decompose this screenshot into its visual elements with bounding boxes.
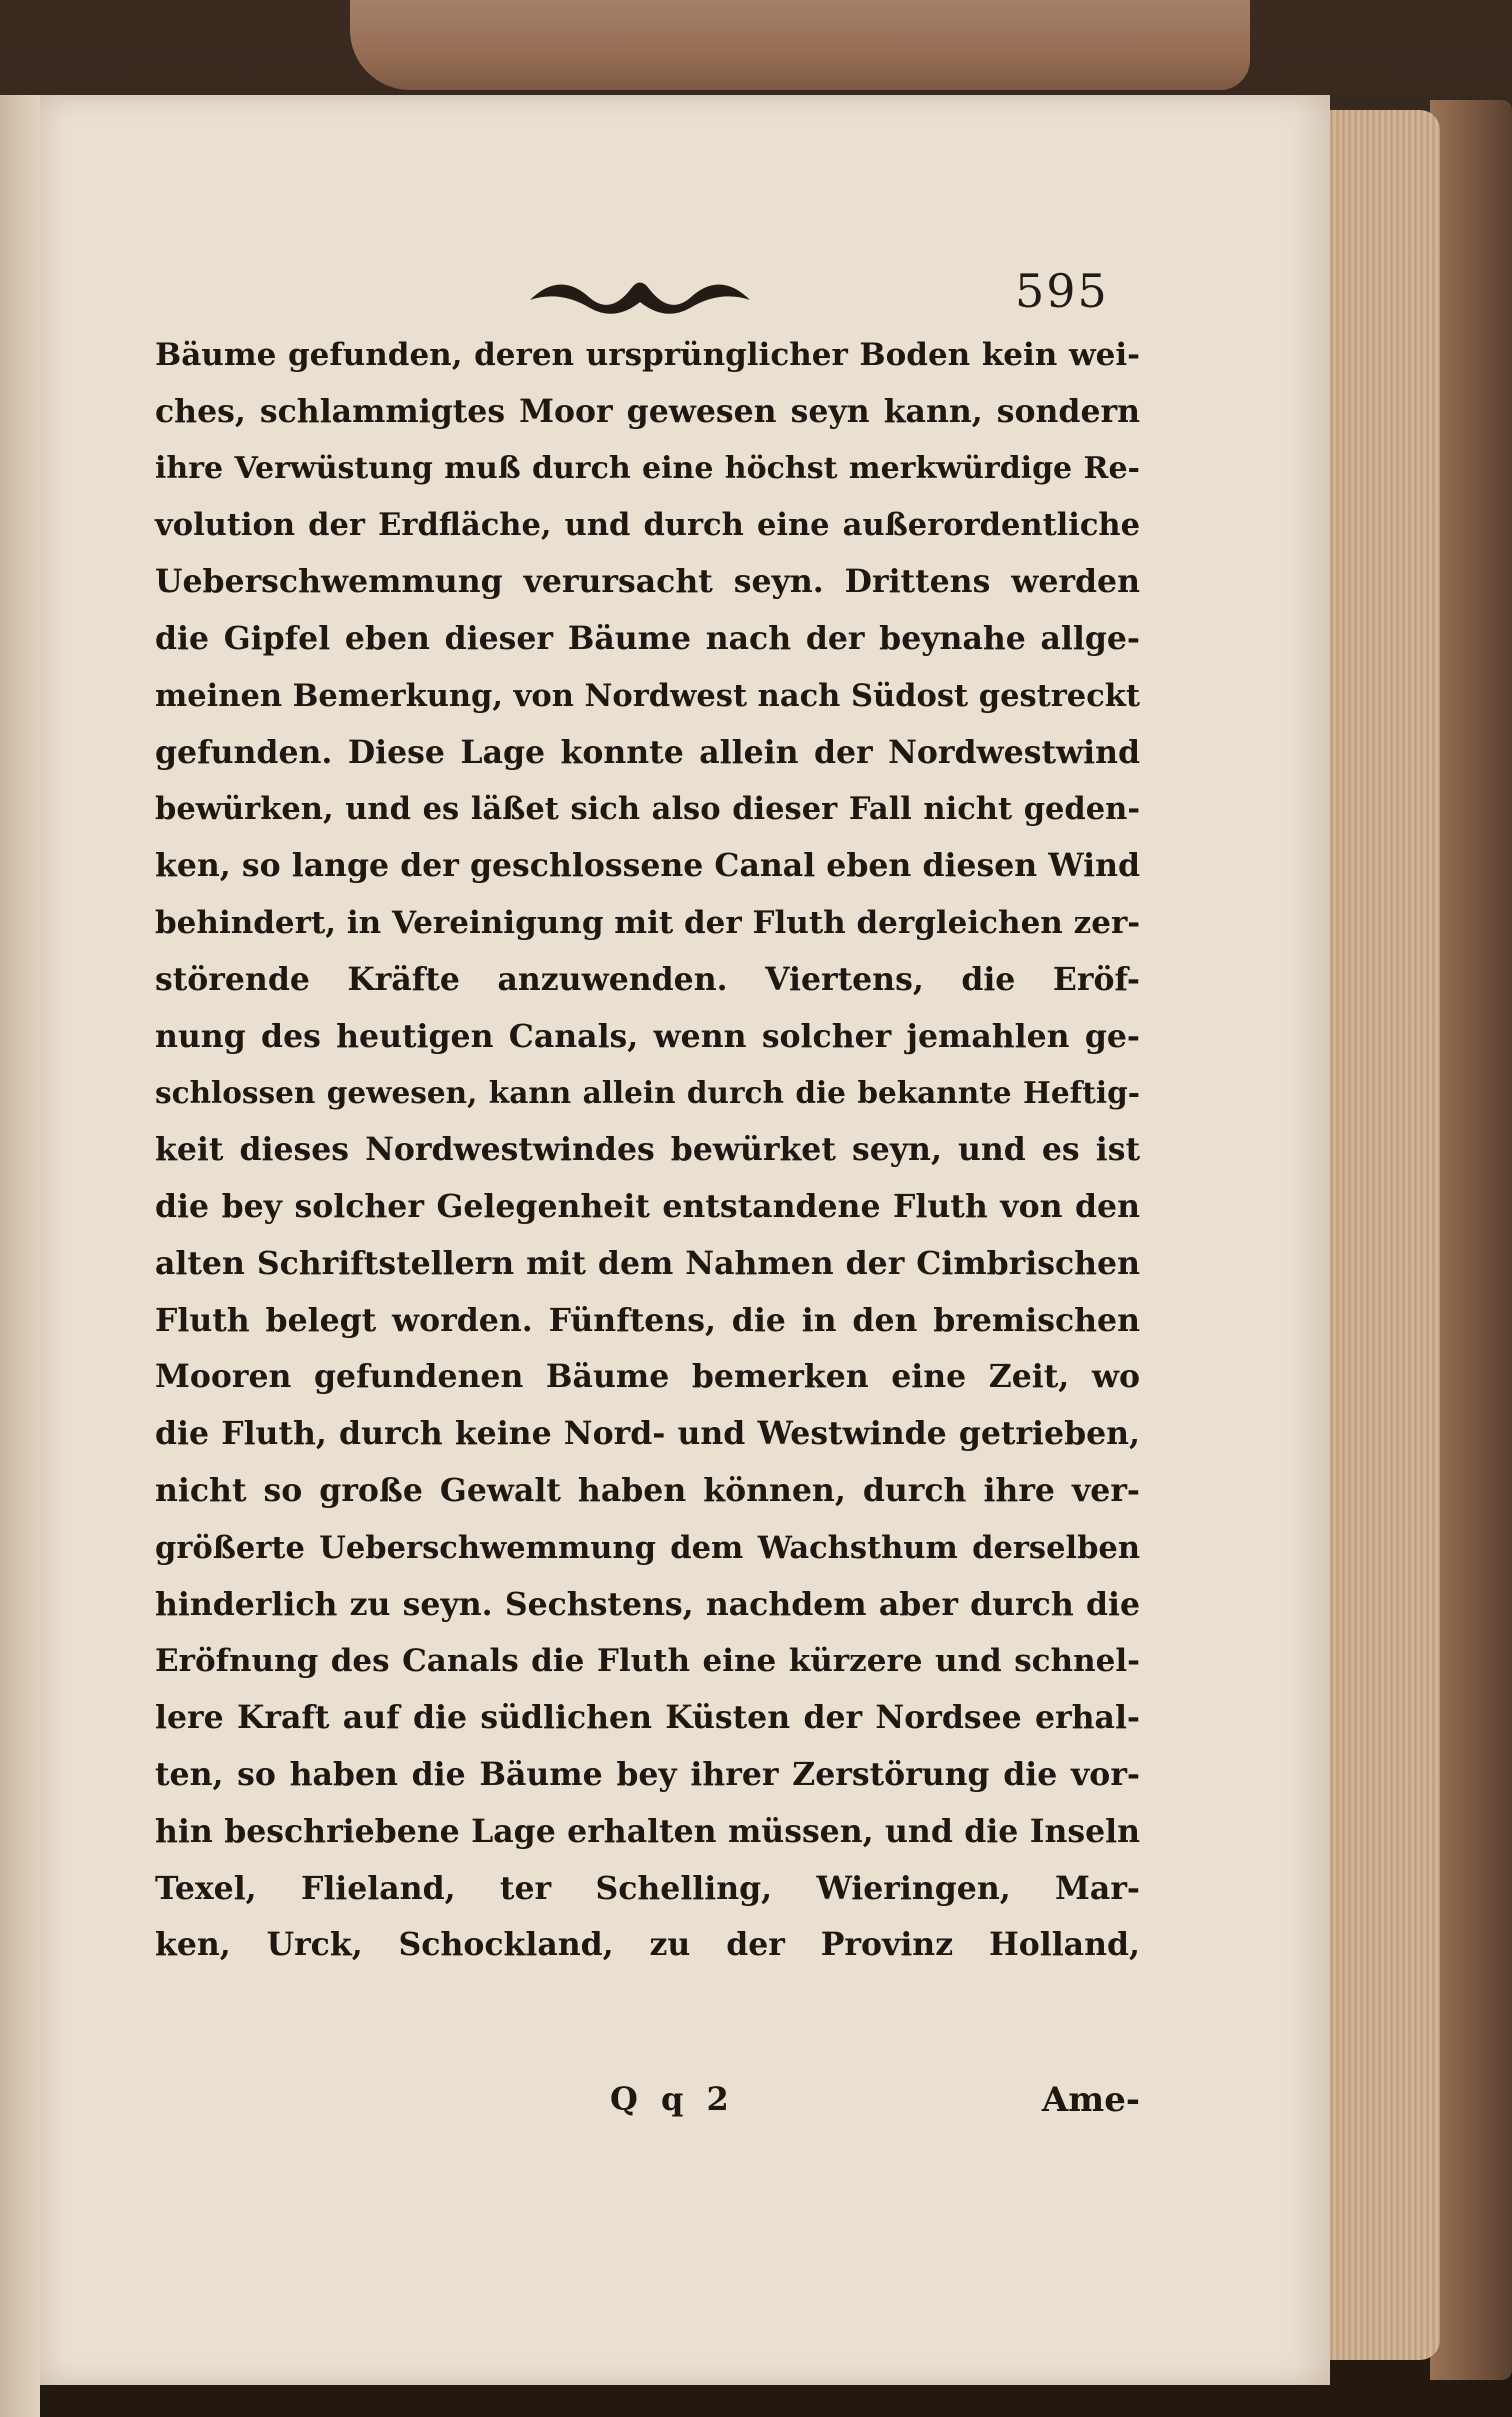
text-line: die Gipfel eben dieser Bäume nach der beynahe allge- (155, 619, 1140, 657)
text-line: meinen Bemerkung, von Nordwest nach Südost gestreckt (155, 677, 1140, 714)
body-text (155, 327, 1140, 1974)
text-line: Ueberschwemmung verursacht seyn. Drittens werden (155, 563, 1140, 601)
text-line: größerte Ueberschwemmung dem Wachsthum derselben (155, 1529, 1140, 1566)
page-number: 595 (1015, 264, 1109, 318)
text-line: Texel, Flieland, ter Schelling, Wieringen, Mar- (155, 1869, 1140, 1907)
spine-strip (350, 0, 1250, 90)
left-page-edge (0, 95, 40, 2417)
ornament-icon (520, 260, 760, 330)
text-line: störende Kräfte anzuwenden. Viertens, die Eröf- (155, 960, 1140, 998)
text-line: Mooren gefundenen Bäume bemerken eine Zeit, wo (155, 1358, 1140, 1396)
text-line: volution der Erdfläche, und durch eine außerordentliche (155, 507, 1140, 544)
text-line: hinderlich zu seyn. Sechstens, nachdem aber durch die (155, 1585, 1140, 1623)
signature-mark: Q q 2 (610, 2080, 735, 2118)
page-stack (1320, 110, 1440, 2360)
text-line: ten, so haben die Bäume bey ihrer Zerstörung die vor- (155, 1755, 1140, 1793)
text-line: behindert, in Vereinigung mit der Fluth dergleichen zer- (155, 904, 1141, 941)
text-line: schlossen gewesen, kann allein durch die bekannte Heftig- (155, 1075, 1140, 1111)
text-line: die Fluth, durch keine Nord- und Westwinde getrieben, (155, 1415, 1140, 1453)
cover-edge (1430, 100, 1512, 2380)
text-line: bewürken, und es läßet sich also dieser Fall nicht geden- (155, 791, 1140, 828)
text-line: ken, so lange der geschlossene Canal eben diesen Wind (155, 847, 1140, 885)
book-page (40, 95, 1330, 2385)
text-line: nung des heutigen Canals, wenn solcher jemahlen ge- (155, 1017, 1140, 1055)
text-line: ken, Urck, Schockland, zu der Provinz Holland, (155, 1926, 1140, 1964)
text-line: nicht so große Gewalt haben können, durch ihre ver- (155, 1471, 1140, 1509)
text-line: keit dieses Nordwestwindes bewürket seyn, und es ist (155, 1131, 1140, 1169)
text-line: ches, schlammigtes Moor gewesen seyn kann, sondern (155, 392, 1140, 430)
text-line: die bey solcher Gelegenheit entstandene Fluth von den (155, 1187, 1140, 1225)
text-line: Bäume gefunden, deren ursprünglicher Boden kein wei- (155, 337, 1140, 373)
text-line: lere Kraft auf die südlichen Küsten der Nordsee erhal- (155, 1699, 1140, 1737)
text-line: ihre Verwüstung muß durch eine höchst merkwürdige Re- (155, 450, 1140, 486)
text-line: alten Schriftstellern mit dem Nahmen der Cimbrischen (155, 1244, 1140, 1282)
catchword: Ame- (1041, 2080, 1140, 2120)
text-line: Eröfnung des Canals die Fluth eine kürzere und schnel- (155, 1643, 1140, 1680)
text-line: hin beschriebene Lage erhalten müssen, und die Inseln (155, 1812, 1140, 1850)
text-line: Fluth belegt worden. Fünftens, die in den bremischen (155, 1301, 1140, 1339)
page-footer (155, 2080, 1140, 2140)
text-line: gefunden. Diese Lage konnte allein der Nordwestwind (155, 733, 1140, 771)
